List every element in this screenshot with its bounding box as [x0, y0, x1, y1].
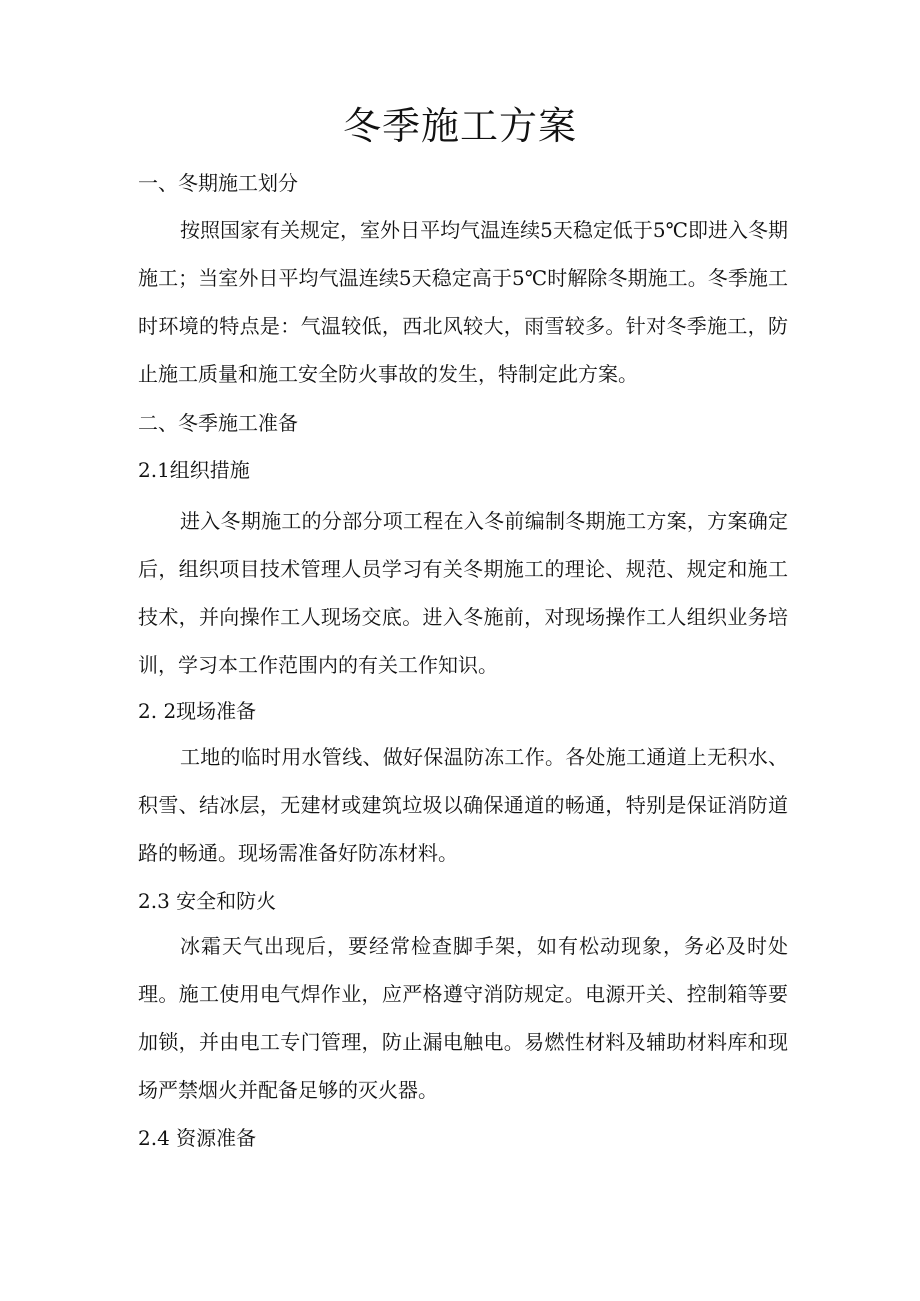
section-heading-site-preparation: 2. 2现场准备: [138, 699, 257, 723]
section-heading-safety-and-fire: 2.3 安全和防火: [138, 889, 277, 913]
section-heading-winter-period-division: 一、冬期施工划分: [138, 171, 298, 195]
section-heading-winter-preparation: 二、冬季施工准备: [138, 411, 298, 435]
paragraph-safety-and-fire: 冰霜天气出现后，要经常检查脚手架，如有松动现象，务必及时处理。施工使用电气焊作业，应严格遵守消防规定。电源开关、控制箱等要加锁，并由电工专门管理，防止漏电触电。易燃性材料及辅助材料库和现场严禁烟火并配备足够的灭火器。: [138, 934, 788, 1102]
paragraph-winter-period-division: 按照国家有关规定，室外日平均气温连续5天稳定低于5℃即进入冬期施工；当室外日平均气温连续5天稳定高于5℃时解除冬期施工。冬季施工时环境的特点是：气温较低，西北风较大，雨雪较多。针对冬季施工，防止施工质量和施工安全防火事故的发生，特制定此方案。: [138, 218, 788, 386]
document-title: 冬季施工方案: [342, 104, 577, 148]
paragraph-site-preparation: 工地的临时用水管线、做好保温防冻工作。各处施工通道上无积水、积雪、结冰层，无建材或建筑垃圾以确保通道的畅通，特别是保证消防道路的畅通。现场需准备好防冻材料。: [138, 745, 788, 865]
paragraph-organization-measures: 进入冬期施工的分部分项工程在入冬前编制冬期施工方案，方案确定后，组织项目技术管理人员学习有关冬期施工的理论、规范、规定和施工技术，并向操作工人现场交底。进入冬施前，对现场操作工人组织业务培训，学习本工作范围内的有关工作知识。: [138, 509, 788, 677]
section-heading-organization-measures: 2.1组织措施: [138, 458, 250, 482]
section-heading-resource-preparation: 2.4 资源准备: [138, 1126, 257, 1150]
